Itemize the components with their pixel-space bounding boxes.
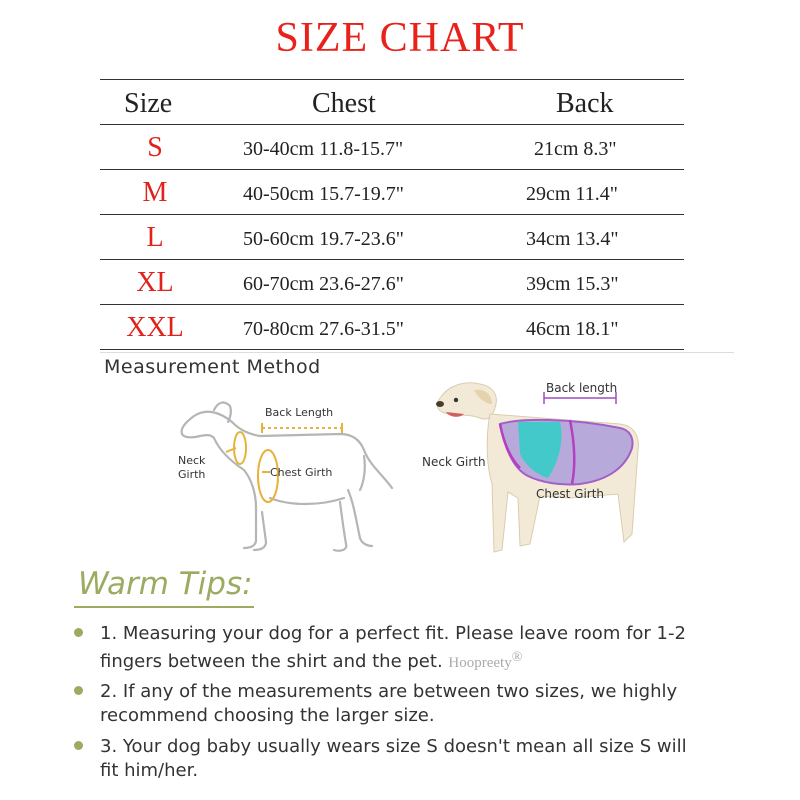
- tip-line: fit him/her.: [100, 760, 199, 781]
- header-size: Size: [124, 88, 173, 119]
- table-rule: [100, 169, 684, 170]
- table-rule: [100, 79, 684, 80]
- neck-girth-label: Neck Girth: [422, 455, 486, 469]
- measurement-heading: Measurement Method: [104, 356, 321, 378]
- row-back: 39cm 15.3": [526, 273, 619, 295]
- table-rule: [100, 214, 684, 215]
- row-chest: 50-60cm 19.7-23.6": [243, 228, 404, 250]
- row-size: M: [142, 177, 168, 208]
- row-back: 29cm 11.4": [526, 183, 618, 205]
- tip-line: 1. Measuring your dog for a perfect fit. Please leave room for 1-2: [100, 623, 686, 644]
- neck-girth-label: Girth: [178, 468, 206, 481]
- section-divider: [100, 352, 734, 353]
- dog-vest-photo: [420, 374, 660, 574]
- tip-item: [100, 622, 760, 675]
- chest-girth-label: Chest Girth: [270, 466, 333, 479]
- brand-watermark: Hoopreety®: [448, 650, 523, 671]
- bullet-icon: [74, 628, 83, 637]
- row-chest: 30-40cm 11.8-15.7": [243, 138, 404, 160]
- header-chest: Chest: [312, 88, 376, 119]
- chest-girth-label: Chest Girth: [536, 487, 605, 501]
- row-size: S: [147, 132, 163, 163]
- back-length-label: Back length: [546, 381, 618, 395]
- row-size: XXL: [126, 312, 184, 343]
- tips-underline: [74, 606, 254, 608]
- table-rule: [100, 124, 684, 125]
- row-size: XL: [136, 267, 174, 298]
- table-rule: [100, 349, 684, 350]
- tip-line: recommend choosing the larger size.: [100, 705, 435, 726]
- dog-outline-diagram: [170, 390, 400, 560]
- bullet-icon: [74, 741, 83, 750]
- tip-item: [100, 735, 760, 783]
- row-back: 46cm 18.1": [526, 318, 619, 340]
- table-rule: [100, 304, 684, 305]
- page-title: SIZE CHART: [275, 15, 525, 61]
- table-rule: [100, 259, 684, 260]
- tip-line: 3. Your dog baby usually wears size S doesn't mean all size S will: [100, 736, 687, 757]
- row-back: 34cm 13.4": [526, 228, 619, 250]
- bullet-icon: [74, 686, 83, 695]
- neck-girth-label: Neck: [178, 454, 206, 467]
- row-chest: 70-80cm 27.6-31.5": [243, 318, 404, 340]
- tip-item: [100, 680, 760, 728]
- row-chest: 60-70cm 23.6-27.6": [243, 273, 404, 295]
- header-back: Back: [556, 88, 614, 119]
- tip-line: fingers between the shirt and the pet. Hoopreety®: [100, 650, 523, 672]
- tips-heading: Warm Tips:: [78, 566, 253, 602]
- row-size: L: [146, 222, 164, 253]
- back-length-label: Back Length: [265, 406, 334, 419]
- tip-line: 2. If any of the measurements are between two sizes, we highly: [100, 681, 678, 702]
- row-back: 21cm 8.3": [534, 138, 617, 160]
- row-chest: 40-50cm 15.7-19.7": [243, 183, 404, 205]
